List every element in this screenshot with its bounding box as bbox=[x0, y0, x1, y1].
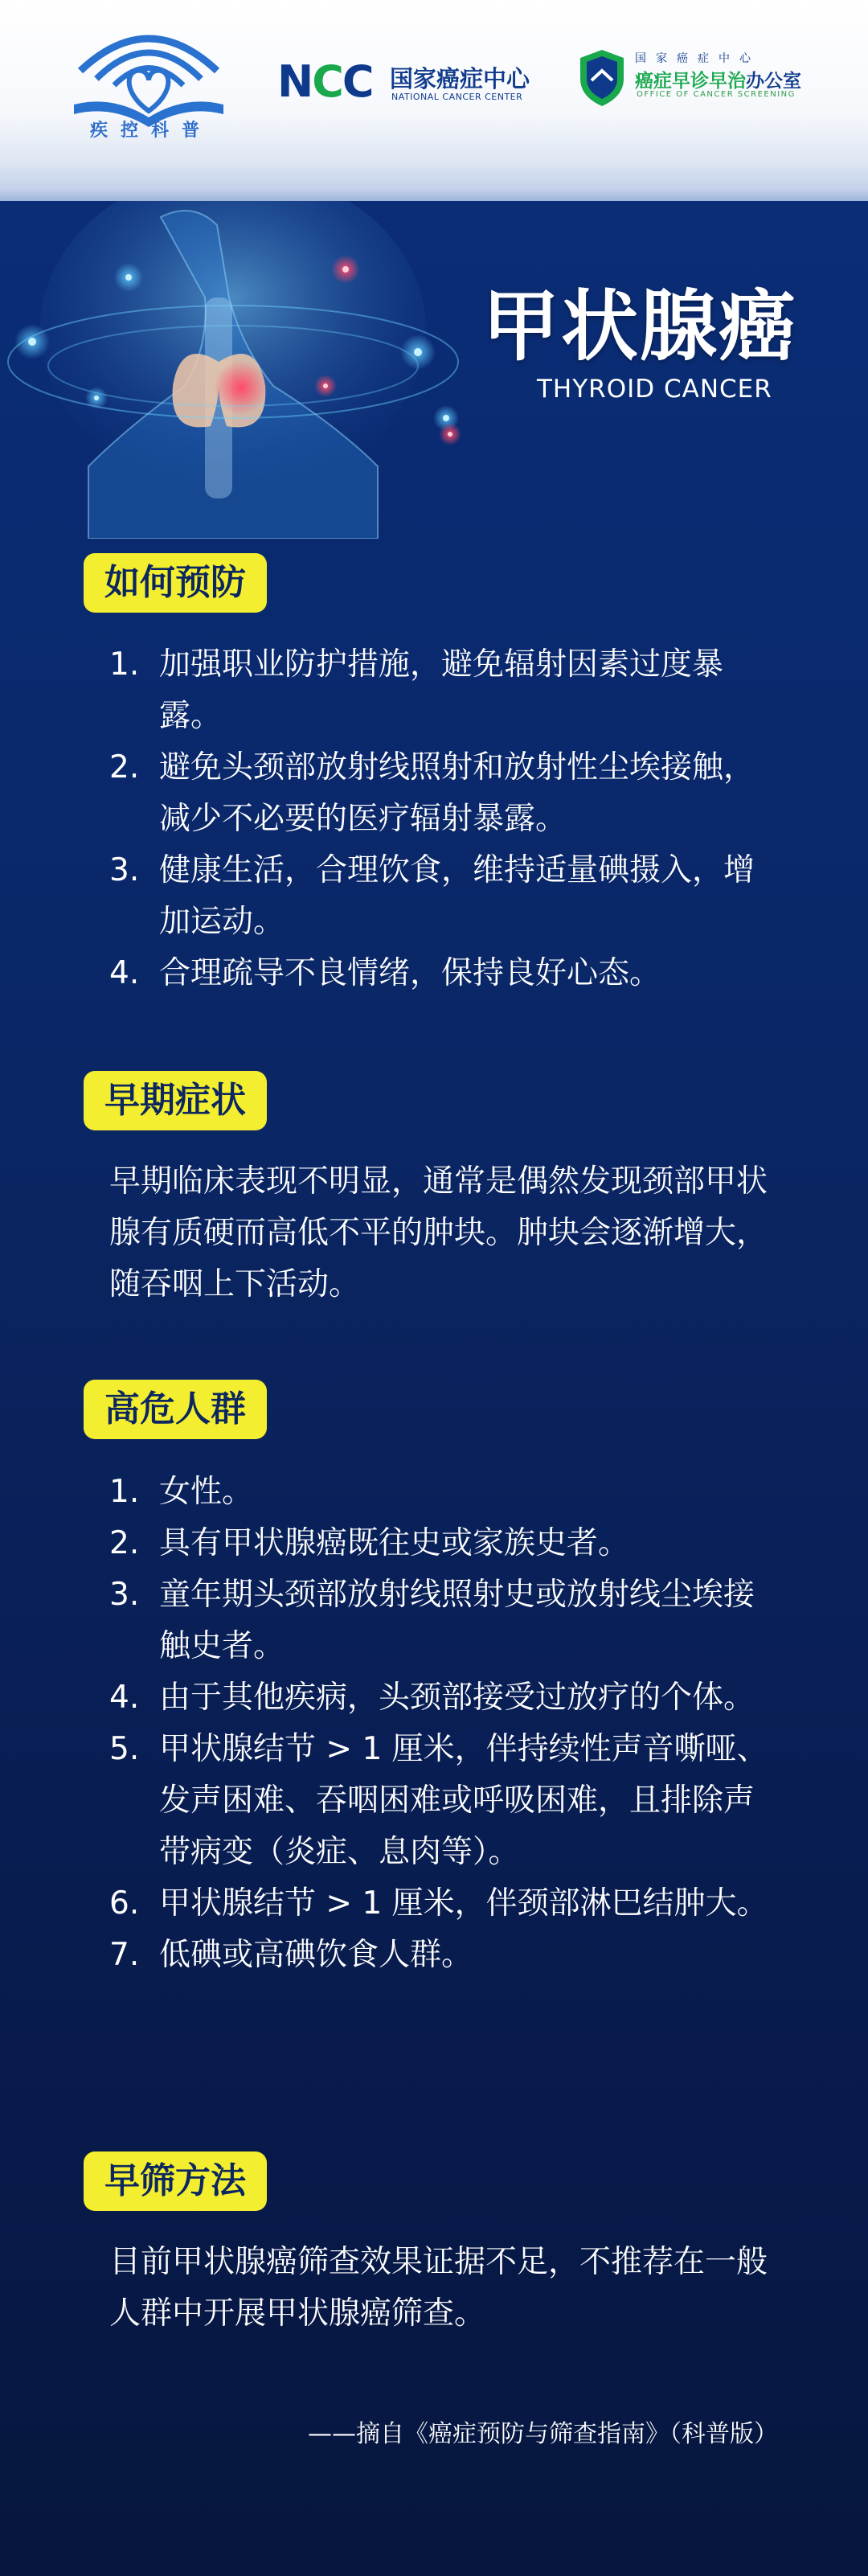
list-item: 7. 低碘或高碘饮食人群。 bbox=[109, 1937, 473, 1973]
shield-icon bbox=[577, 47, 627, 109]
list-item: 3. 健康生活，合理饮食，维持适量碘摄入，增加运动。 bbox=[109, 852, 755, 940]
left-logo-label: 疾控科普 bbox=[89, 121, 212, 141]
list-item: 2. 具有甲状腺癌既往史或家族史者。 bbox=[109, 1525, 630, 1561]
screening-text: 目前甲状腺癌筛查效果证据不足，不推荐在一般人群中开展甲状腺癌筛查。 bbox=[109, 2244, 768, 2332]
list-item: 1. 加强职业防护措施，避免辐射因素过度暴露。 bbox=[109, 646, 724, 734]
ncc-abbr: NCC bbox=[277, 56, 373, 107]
list-item: 4. 合理疏导不良情绪，保持良好心态。 bbox=[109, 955, 661, 991]
list-item: 5. 甲状腺结节 > 1 厘米，伴持续性声音嘶哑、发声困难、吞咽困难或呼吸困难，且排除声带病变（炎症、息肉等）。 bbox=[109, 1731, 768, 1870]
list-item: 4. 由于其他疾病，头颈部接受过放疗的个体。 bbox=[109, 1680, 755, 1716]
header-bar bbox=[0, 0, 868, 201]
symptoms-heading: 早期症状 bbox=[84, 1071, 267, 1130]
ncc-name-en: NATIONAL CANCER CENTER bbox=[391, 92, 523, 102]
list-item: 6. 甲状腺结节 > 1 厘米，伴颈部淋巴结肿大。 bbox=[109, 1885, 768, 1922]
list-item: 1. 女性。 bbox=[109, 1474, 254, 1510]
list-item: 2. 避免头颈部放射线照射和放射性尘埃接触，减少不必要的医疗辐射暴露。 bbox=[109, 749, 755, 837]
screening-office-logo bbox=[577, 47, 818, 111]
page-title: 甲状腺癌 bbox=[482, 281, 797, 371]
page-subtitle-en: THYROID CANCER bbox=[537, 375, 772, 404]
symptoms-text: 早期临床表现不明显，通常是偶然发现颈部甲状腺有质硬而高低不平的肿块。肿块会逐渐增大，随吞咽上下活动。 bbox=[109, 1163, 768, 1302]
source-citation: ——摘自《癌症预防与筛查指南》（科普版） bbox=[308, 2420, 778, 2448]
prevention-heading: 如何预防 bbox=[84, 553, 267, 613]
high-risk-list bbox=[109, 1466, 784, 1981]
office-name-en: OFFICE OF CANCER SCREENING bbox=[637, 90, 796, 99]
office-top-text: 国家癌症中心 bbox=[635, 52, 760, 65]
list-item: 3. 童年期头颈部放射线照射史或放射线尘埃接触史者。 bbox=[109, 1577, 755, 1664]
ncc-name-cn: 国家癌症中心 bbox=[390, 65, 530, 92]
prevention-list bbox=[109, 639, 784, 999]
screening-heading: 早筛方法 bbox=[84, 2151, 267, 2211]
ncc-logo bbox=[277, 56, 542, 105]
office-name: 癌症早诊早治办公室 bbox=[635, 71, 801, 92]
high-risk-heading: 高危人群 bbox=[84, 1380, 267, 1439]
